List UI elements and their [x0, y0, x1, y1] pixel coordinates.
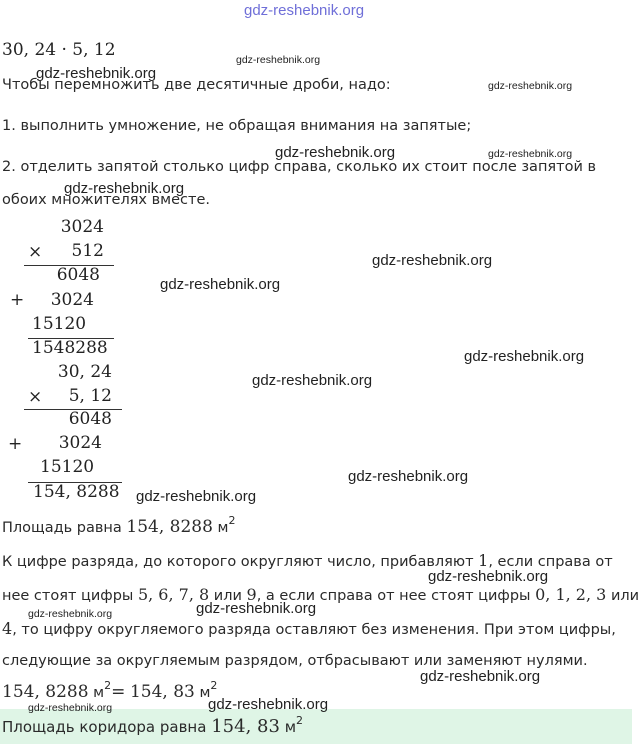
watermark: gdz-reshebnik.org	[252, 372, 373, 389]
watermark: gdz-reshebnik.org	[64, 180, 185, 197]
rule-step-1: 1. выполнить умножение, не обращая внимания на запятые;	[2, 118, 472, 134]
watermark: gdz-reshebnik.org	[348, 468, 469, 485]
area-value: 154, 8288	[126, 517, 213, 537]
rounding-or-2: или	[610, 588, 639, 604]
int-multiplicand: 3024	[60, 217, 104, 237]
watermark: gdz-reshebnik.org	[372, 252, 493, 269]
rounding-line-4: следующие за округляемым разрядом, отбрасывают или заменяют нулями.	[2, 653, 588, 669]
answer	[2, 716, 303, 737]
rounding-text-3: , то цифру округляемого разряда оставляют без изменения. При этом цифры,	[12, 622, 616, 638]
answer-value: 154, 83	[211, 716, 280, 737]
watermark-top: gdz-reshebnik.org	[244, 2, 365, 19]
rounding-digits-1: 5, 6, 7, 8	[137, 585, 210, 604]
equation-rhs-power: 2	[210, 679, 218, 692]
int-partial-1: 6048	[56, 265, 100, 285]
watermark: gdz-reshebnik.org	[160, 276, 281, 293]
int-multiplier: 512	[71, 241, 104, 261]
rounding-equation	[2, 679, 218, 702]
watermark: gdz-reshebnik.org	[196, 600, 317, 617]
equation-rhs: 154, 83	[129, 682, 195, 702]
watermark: gdz-reshebnik.org	[420, 668, 541, 685]
watermark: gdz-reshebnik.org	[136, 488, 257, 505]
rounding-digit-9: 9	[246, 585, 257, 604]
rule-step-2-line-2: обоих множителях вместе.	[2, 192, 210, 208]
dec-plus-sign: +	[8, 434, 23, 454]
dec-multiplicand: 30, 24	[57, 362, 112, 382]
watermark: gdz-reshebnik.org	[36, 65, 157, 82]
equation-equals: =	[111, 682, 126, 702]
watermark: gdz-reshebnik.org	[428, 568, 549, 585]
answer-label: Площадь коридора равна	[2, 718, 207, 736]
dec-partial-1: 6048	[68, 409, 112, 429]
watermark: gdz-reshebnik.org	[464, 348, 585, 365]
area-unit: м	[217, 520, 229, 536]
equation-lhs: 154, 8288	[2, 682, 89, 702]
answer-unit: м	[284, 718, 297, 736]
watermark: gdz-reshebnik.org	[28, 702, 113, 714]
expression: 30, 24 · 5, 12	[2, 40, 116, 60]
dec-multiplier: 5, 12	[68, 386, 112, 406]
rounding-text-1b: , если справа от	[488, 554, 613, 570]
watermark: gdz-reshebnik.org	[275, 144, 396, 161]
rule-intro: Чтобы перемножить две десятичные дроби, надо:	[2, 77, 391, 93]
area-statement	[2, 514, 236, 537]
rounding-line-2	[2, 585, 639, 604]
rule-step-2-line-1: 2. отделить запятой столько цифр справа, сколько их стоит после запятой в	[2, 159, 597, 175]
equation-lhs-unit: м	[93, 685, 105, 701]
int-times-sign: ×	[28, 242, 43, 262]
rounding-or-1: или	[213, 588, 242, 604]
area-label: Площадь равна	[2, 520, 122, 536]
int-partial-2: 3024	[50, 290, 94, 310]
watermark: gdz-reshebnik.org	[28, 608, 113, 620]
rounding-digits-2: 0, 1, 2, 3	[535, 585, 607, 604]
equation-rhs-unit: м	[199, 685, 211, 701]
equation-lhs-power: 2	[104, 679, 112, 692]
watermark: gdz-reshebnik.org	[236, 54, 321, 66]
int-partial-3: 15120	[32, 314, 87, 334]
dec-partial-2: 3024	[58, 433, 102, 453]
watermark: gdz-reshebnik.org	[488, 80, 573, 92]
rounding-text-1a: К цифре разряда, до которого округляют число, прибавляют	[2, 554, 474, 570]
dec-times-sign: ×	[28, 387, 43, 407]
int-plus-sign: +	[10, 290, 25, 310]
watermark: gdz-reshebnik.org	[208, 696, 329, 713]
area-power: 2	[228, 514, 236, 527]
dec-partial-3: 15120	[40, 457, 95, 477]
answer-power: 2	[296, 714, 304, 727]
rounding-digit-4: 4	[2, 619, 13, 638]
int-result: 1548288	[32, 338, 108, 358]
rounding-line-3	[2, 619, 616, 638]
dec-result: 154, 8288	[33, 482, 120, 502]
watermark: gdz-reshebnik.org	[488, 148, 573, 160]
rounding-num-1: 1	[478, 551, 489, 570]
rounding-text-2a: нее стоят цифры	[2, 588, 134, 604]
rounding-text-2b: , а если справа от нее стоят цифры	[256, 588, 531, 604]
